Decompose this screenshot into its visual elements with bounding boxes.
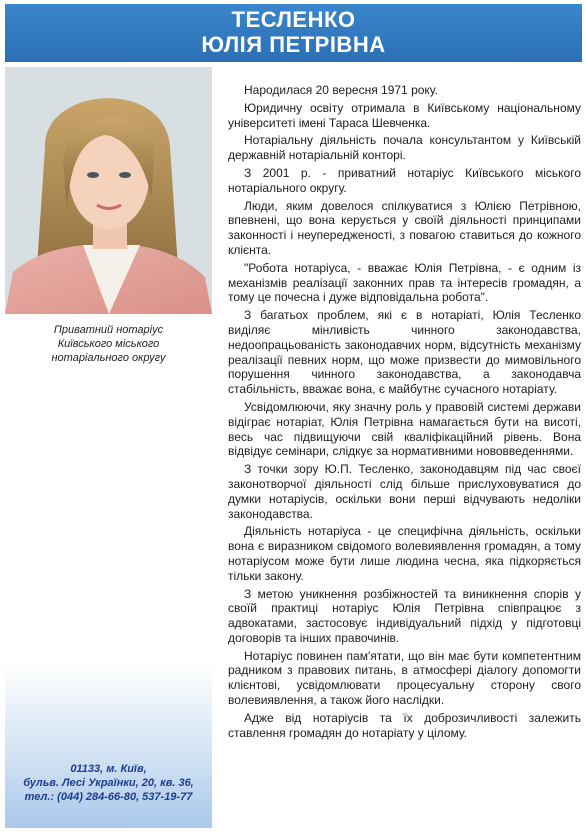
page-header <box>5 4 582 62</box>
caption-line: Приватний нотаріус <box>53 324 164 336</box>
paragraph: З багатьох проблем, які є в нотаріаті, Юлія Тесленко виділяє мінливість чинного законодавства, недоопрацьованість законодавчих норм, відсутність механізму реалізації певних норм, що може призвести до мимовільного порушення чинного законодавства, а законодавча стабільність, вважає вона, є майбутнє сучасного нотаріату. <box>228 308 581 397</box>
paragraph: Усвідомлюючи, яку значну роль у правовій системі держави відіграє нотаріат, Юлія Петрівна намагається бути на висоті, весь час підвищуючи свій кваліфікаційний рівень. Вона відвідує семінари, слідкує за нормативними нововведеннями. <box>228 399 581 459</box>
paragraph: Юридичну освіту отримала в Київському національному університеті імені Тараса Шевченка. <box>228 100 581 130</box>
phone-line: тел.: (044) 284-66-80, 537-19-77 <box>24 791 193 803</box>
portrait-illustration <box>5 67 212 314</box>
paragraph: Нотаріус повинен пам'ятати, що він має бути компетентним радником з правових питань, в атмосфері діалогу допомогти клієнтові, усвідомлювати процесуальну сторону свого волевиявлення, а також його наслідки. <box>228 648 581 708</box>
surname: ТЕСЛЕНКО <box>231 7 356 32</box>
paragraph: З 2001 р. - приватний нотаріус Київського міського нотаріального округу. <box>228 165 581 195</box>
caption-line: Київського міського <box>57 338 160 350</box>
full-name: ЮЛІЯ ПЕТРІВНА <box>201 32 386 57</box>
portrait-photo <box>5 67 212 314</box>
paragraph: З точки зору Ю.П. Тесленко, законодавцям під час своєї законотворчої діяльності слід більше прислуховуватися до думки нотаріусів, оскільки вони перші відчувають недоліки законодавства. <box>228 462 581 521</box>
paragraph: Нотаріальну діяльність почала консультантом у Київській державній нотаріальній конторі. <box>228 133 581 163</box>
paragraph: Адже від нотаріусів та їх доброзичливості залежить ставлення громадян до нотаріату у цілому. <box>228 710 581 740</box>
paragraph: "Робота нотаріуса, - вважає Юлія Петрівна, - є одним із механізмів реалізації законних прав та інтересів громадян, а тому це почесна і дуже відповідальна робота". <box>228 260 581 305</box>
address-line: бульв. Лесі Українки, 20, кв. 36, <box>23 777 194 789</box>
paragraph: Народилася 20 вересня 1971 року. <box>244 83 438 97</box>
contact-address <box>5 762 212 804</box>
paragraph: З метою уникнення розбіжностей та виникнення спорів у своїй практиці нотаріус Юлія Петрівна співпрацює з адвокатами, застосовує індивідуальний підхід у підготовці договорів та інших правочинів. <box>228 586 581 645</box>
biography-text <box>228 83 581 743</box>
address-line: 01133, м. Київ, <box>70 763 147 775</box>
paragraph: Діяльність нотаріуса - це специфічна діяльність, оскільки вона є виразником свідомого волевиявлення громадян, а тому нотаріусом може бути лише людина чесна, яка підкоряється тільки закону. <box>228 524 581 583</box>
paragraph: Люди, яким довелося спілкуватися з Юлією Петрівною, впевнені, що вона керується у своїй діяльності принципами законності і неупередженості, з повагою ставиться до кожного клієнта. <box>228 198 581 257</box>
caption-line: нотаріального округу <box>51 352 166 364</box>
photo-caption <box>5 323 212 365</box>
